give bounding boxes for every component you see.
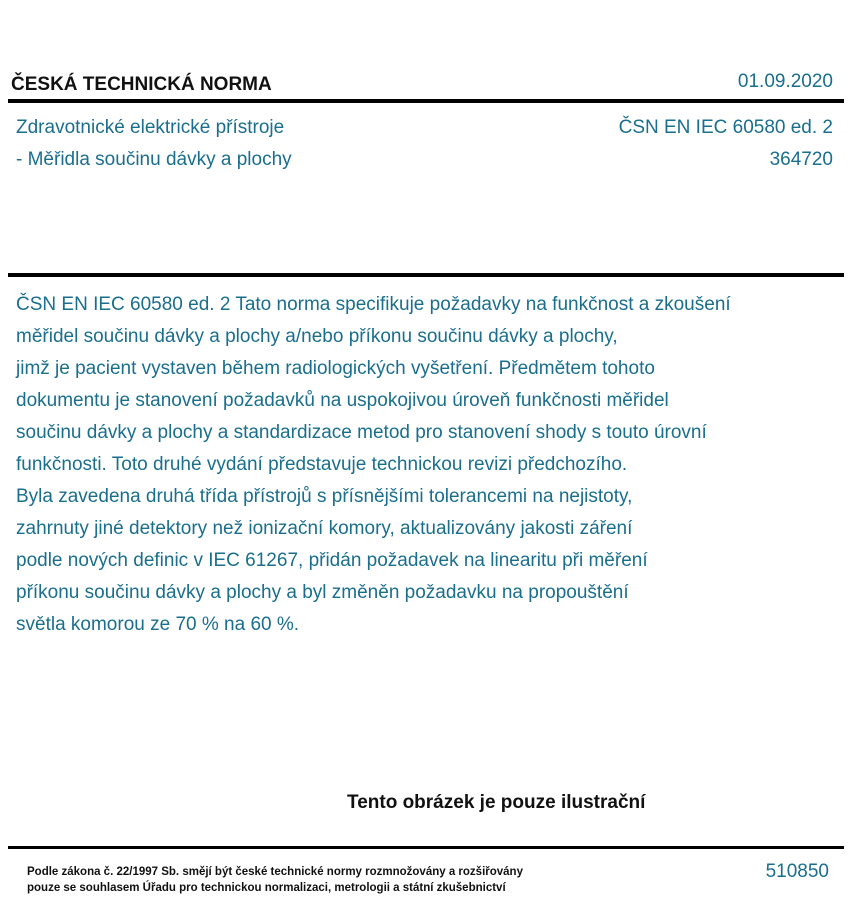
publication-date: 01.09.2020 [737,71,833,92]
legal-line-1: Podle zákona č. 22/1997 Sb. smějí být české technické normy rozmnožovány a rozšiřovány [27,866,523,878]
description-line: jimž je pacient vystaven během radiologických vyšetření. Předmětem tohoto [16,358,655,379]
order-number: 510850 [765,861,829,882]
section-divider [8,273,844,277]
standard-code: ČSN EN IEC 60580 ed. 2 [618,117,833,138]
standard-title-line-2: - Měřidla součinu dávky a plochy [16,149,292,170]
description-line: světla komorou ze 70 % na 60 %. [16,614,300,635]
description-line: zahrnuty jiné detektory než ionizační komory, aktualizovány jakosti záření [16,518,633,539]
description-line: součinu dávky a plochy a standardizace metod pro stanovení shody s touto úrovní [16,422,707,443]
description-line: ČSN EN IEC 60580 ed. 2 Tato norma specifikuje požadavky na funkčnost a zkoušení [16,294,731,315]
description-line: funkčnosti. Toto druhé vydání představuje technickou revizi předchozího. [16,454,628,475]
description-line: měřidel součinu dávky a plochy a/nebo příkonu součinu dávky a plochy, [16,326,618,347]
footer-divider [8,846,844,849]
header-divider [8,99,844,103]
legal-line-2: pouze se souhlasem Úřadu pro technickou normalizaci, metrologii a státní zkušebnictví [27,882,506,894]
description-line: příkonu součinu dávky a plochy a byl změněn požadavku na propouštění [16,582,629,603]
class-number: 364720 [769,149,833,170]
illustration-note: Tento obrázek je pouze ilustrační [347,792,646,813]
standard-title-line-1: Zdravotnické elektrické přístroje [16,117,285,138]
description-line: podle nových definic v IEC 61267, přidán požadavek na linearitu při měření [16,550,648,571]
legal-notice [27,864,523,896]
description-line: Byla zavedena druhá třída přístrojů s přísnějšími tolerancemi na nejistoty, [16,486,633,507]
norm-title: ČESKÁ TECHNICKÁ NORMA [11,74,272,95]
description-line: dokumentu je stanovení požadavků na uspokojivou úroveň funkčnosti měřidel [16,390,669,411]
description-text [16,289,836,641]
